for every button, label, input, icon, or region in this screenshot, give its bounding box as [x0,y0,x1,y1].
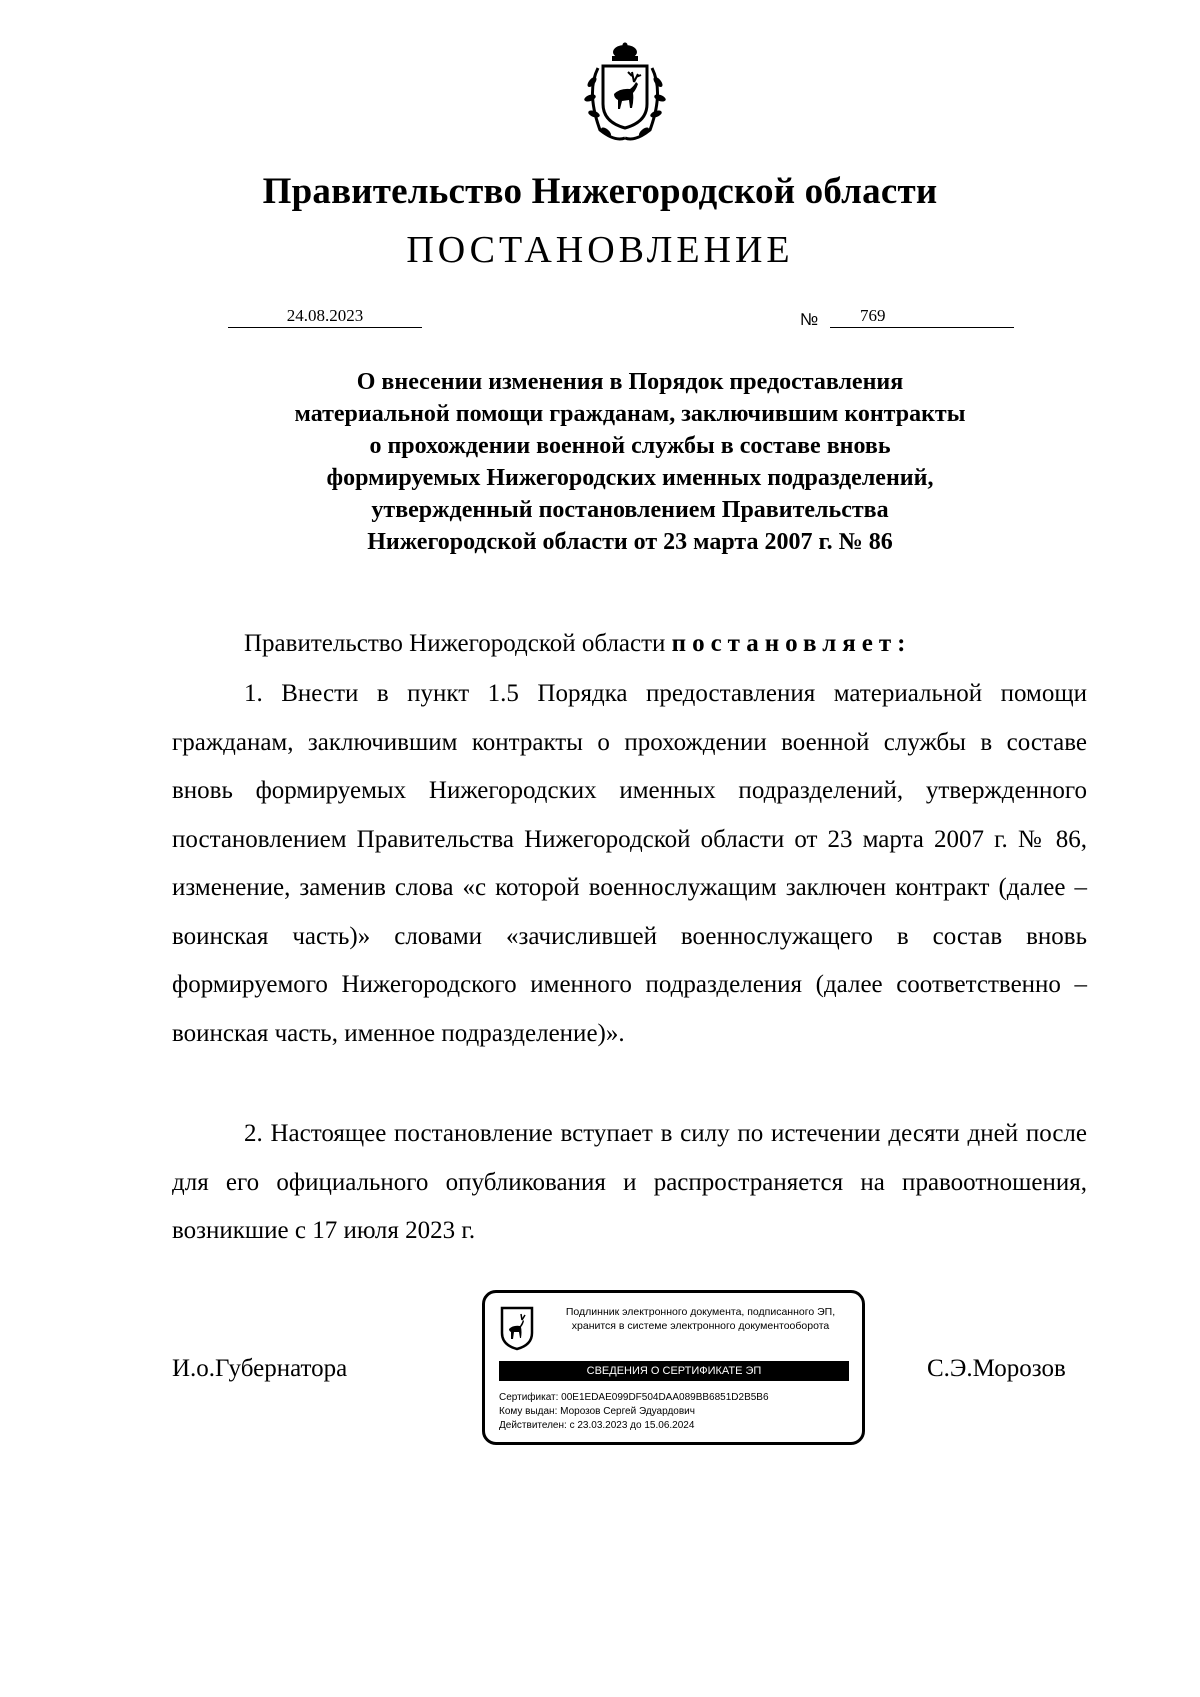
stamp-bar-title: СВЕДЕНИЯ О СЕРТИФИКАТЕ ЭП [499,1361,849,1381]
document-type: ПОСТАНОВЛЕНИЕ [406,229,794,271]
subject-line: утвержденный постановлением Правительства [371,497,889,523]
stamp-header-line: Подлинник электронного документа, подписанного ЭП, [565,1306,836,1318]
subject-line: материальной помощи гражданам, заключившим контракты [294,401,966,427]
stamp-info [499,1391,769,1433]
certificate-number: Сертификат: 00E1EDAE099DF504DAA089BB6851D2B5B6 [499,1392,769,1403]
preamble [244,620,911,668]
number-sign: № [800,310,819,329]
signatory-name: С.Э.Морозов [927,1355,1066,1382]
body-paragraph-2-block [172,1110,1087,1256]
stamp-header-line: хранится в системе электронного документооборота [571,1320,830,1332]
body-paragraph-1-block [172,670,1087,1058]
e-signature-stamp [482,1290,865,1445]
body-paragraph-2: 2. Настоящее постановление вступает в силу по истечении десяти дней после для его официального опубликования и распространяется на правоотношения, возникшие с 17 июля 2023 г. [172,1120,1087,1244]
preamble-decides: постановляет: [671,630,912,657]
deer-shield-icon [499,1305,535,1351]
document-number: 769 [830,305,1014,328]
subject-line: о прохождении военной службы в составе вновь [369,433,891,459]
stamp-header [543,1305,858,1333]
certificate-validity: Действителен: с 23.03.2023 до 15.06.2024 [499,1420,695,1431]
signatory-position: И.о.Губернатора [172,1355,348,1382]
coat-of-arms-emblem [570,42,680,146]
document-subject [200,366,1060,558]
organization-title: Правительство Нижегородской области [262,171,938,212]
body-paragraph-1: 1. Внести в пункт 1.5 Порядка предоставления материальной помощи гражданам, заключившим контракты о прохождении военной службы в составе вновь формируемых Нижегородских именных подразделений, утвержденного постановлением Правительства Нижегородской области от 23 марта 2007 г. № 86, изменение, заменив слова «с которой военнослужащим заключен контракт (далее – воинская часть)» словами «зачислившей военнослужащего в состав вновь формируемого Нижегородского именного подразделения (далее соответственно – воинская часть, именное подразделение)». [172,680,1087,1047]
preamble-text: Правительство Нижегородской области [244,630,672,657]
subject-line: О внесении изменения в Порядок предоставления [356,369,904,395]
document-date: 24.08.2023 [228,305,422,328]
subject-line: Нижегородской области от 23 марта 2007 г. № 86 [367,529,893,555]
subject-line: формируемых Нижегородских именных подразделений, [326,465,934,491]
certificate-owner: Кому выдан: Морозов Сергей Эдуардович [499,1406,695,1417]
